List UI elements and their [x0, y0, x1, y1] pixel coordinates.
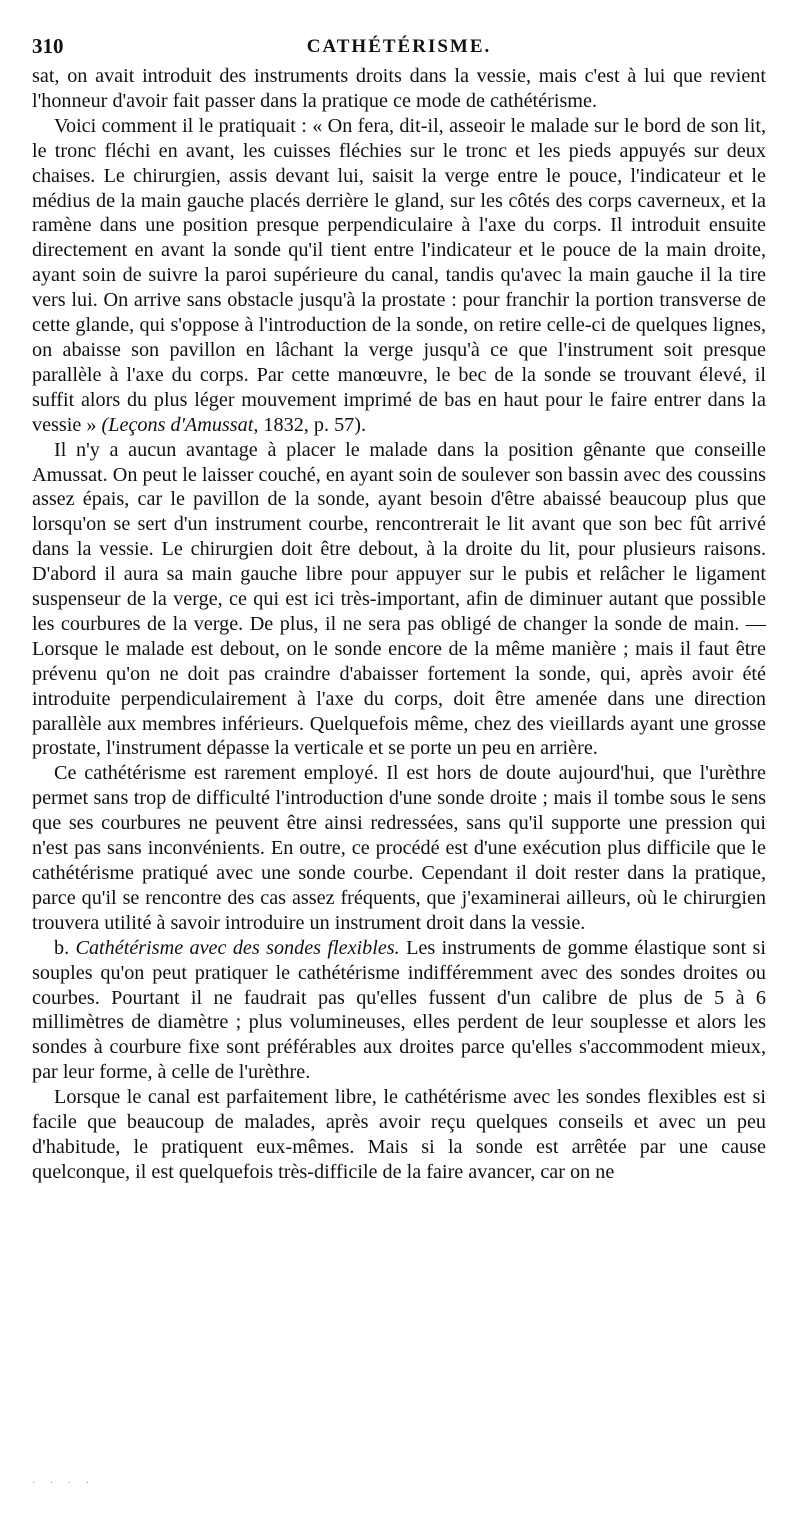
body-text	[32, 64, 766, 1185]
paragraph-free-canal	[32, 1085, 766, 1185]
paragraph-flexible-sounds	[32, 936, 766, 1085]
section-heading: Cathétérisme avec des sondes flexibles.	[75, 936, 400, 959]
paragraph-text: Lorsque le canal est parfaitement libre, le cathétérisme avec les sondes flexibles est si facile que beaucoup de malades, après avoir reçu quelques conseils et avec un peu d'habitude, le pratiquent eux-mêmes. Mais si la sonde est arrêtée par une cause quelconque, il est quelquefois très-difficile de la faire avancer, car on ne	[32, 1086, 766, 1183]
running-head: CATHÉTÉRISME.	[306, 36, 492, 57]
page-header	[32, 28, 766, 64]
paragraph-text: Il n'y a aucun avantage à placer le malade dans la position gênante que conseille Amussat. On peut le laisser couché, en ayant soin de soulever son bassin avec des coussins assez épais, car le pavillon de la sonde, ayant besoin d'être abaissé beaucoup plus que lorsqu'on se sert d'un instrument courbe, rencontrerait le lit avant que son bec fût arrivé dans la vessie. Le chirurgien doit être debout, à la droite du lit, pour plusieurs raisons. D'abord il aura sa main gauche libre pour appuyer sur le pubis et relâcher le ligament suspenseur de la verge, ce qui est ici très-important, afin de diminuer autant que possible les courbures de la verge. De plus, il ne sera pas obligé de changer la sonde de main. — Lorsque le malade est debout, on le sonde encore de la même manière ; mais il faut être prévenu qu'on ne doit pas craindre d'abaisser fortement la sonde, qui, après avoir été introduite perpendiculairement à l'axe du corps, doit être amenée dans une direction parallèle aux membres inférieurs. Quelquefois même, chez des vieillards ayant une grosse prostate, l'instrument dépasse la verticale et se porte un peu en arrière.	[32, 438, 766, 760]
paragraph-text: Les instruments de gomme élastique sont si souples qu'on peut pratiquer le cathétérisme indifféremment avec des sondes droites ou courbes. Pourtant il ne faudrait pas qu'elles fussent d'un calibre de plus de 5 à 6 millimètres de diamètre ; plus volumineuses, elles perdent de leur souplesse et alors les sondes à courbure fixe sont préférables aux droites parce qu'elles s'accommodent mieux, par leur forme, à celle de l'urèthre.	[32, 936, 767, 1084]
paragraph-patient-position	[32, 438, 766, 762]
paragraph-rarely-used	[32, 761, 766, 935]
paragraph-text: Voici comment il le pratiquait : « On fera, dit-il, asseoir le malade sur le bord de son lit, le tronc fléchi en avant, les cuisses fléchies sur le tronc et les pieds appuyés sur deux chaises. Le chirurgien, assis devant lui, saisit la verge entre le pouce, l'indicateur et le médius de la main gauche placés derrière le gland, sur les côtés des corps caverneux, et la ramène dans une position presque perpendiculaire à l'axe du corps. Il introduit ensuite directement en avant la sonde qu'il tient entre l'indicateur et le pouce de la main droite, ayant soin de suivre la paroi supérieure du canal, tandis qu'avec la main gauche il la tire vers lui. On arrive sans obstacle jusqu'à la prostate : pour franchir la portion transverse de cette glande, qui s'oppose à l'introduction de la sonde, on retire celle-ci de quelques lignes, on abaisse son pavillon en lâchant la verge jusqu'à ce que l'instrument soit presque parallèle à l'axe du corps. Par cette manœuvre, le bec de la sonde se trouvant élevé, il suffit alors du plus léger mouvement imprimé de bas en haut pour le faire entrer dans la vessie »	[32, 114, 766, 436]
paragraph-text: Ce cathétérisme est rarement employé. Il est hors de doute aujourd'hui, que l'urèthre permet sans trop de difficulté l'introduction d'une sonde droite ; mais il tombe sous le sens que ses courbures ne peuvent être ainsi redressées, sans qu'il supporte une pression qui n'est pas sans inconvénients. En outre, ce procédé est d'une exécution plus difficile que le cathétérisme pratiqué avec une sonde courbe. Cependant il doit rester dans la pratique, parce qu'il se rencontre des cas assez fréquents, que j'examinerai ailleurs, où le chirurgien trouvera utilité à savoir introduire un instrument droit dans la vessie.	[32, 762, 766, 934]
page-number: 310	[32, 34, 64, 58]
paragraph-text: sat, on avait introduit des instruments droits dans la vessie, mais c'est à lui que revient l'honneur d'avoir fait passer dans la pratique ce mode de cathétérisme.	[32, 65, 766, 112]
citation-details: 1832, p. 57).	[258, 413, 367, 436]
scan-specks: · · · ·	[32, 1478, 95, 1489]
paragraph-continuation	[32, 64, 766, 114]
book-page	[32, 28, 766, 1185]
citation-title: (Leçons d'Amussat,	[101, 413, 259, 436]
section-letter: b.	[54, 936, 76, 959]
paragraph-amussat-quote	[32, 114, 766, 438]
